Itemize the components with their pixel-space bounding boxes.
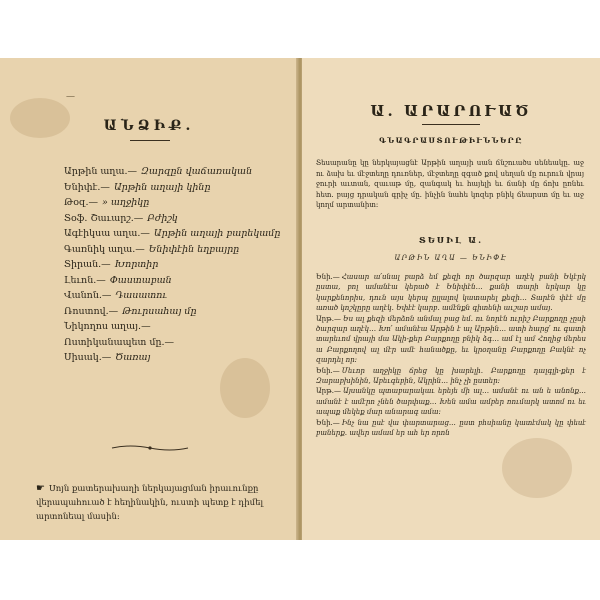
cast-row (64, 337, 274, 353)
page-mark: — (66, 92, 75, 102)
speaker: Ենի.— (316, 366, 340, 375)
cast-list (64, 166, 281, 368)
title-rule (130, 140, 170, 141)
stage-direction: Տեսարանը կը ներկայացնէ Արթին աղայի սան ճնշուածս սենեակը․ աջ ու ձախ եւ մէջտեղը դուռներ, մէջտեղը զգած քով սեղան մը ուրուն վրայ ջուրի աւտան, զաւաթ մը, զանգակ եւ հայելի եւ ճանի մը ճոխ ըռնեւ հետ․ բայց դրական գրիչ մը․ ինչին նահե կոզեր բնիկ ճեարստ մը եւ աջ կողմ արտանիտ։ (316, 159, 584, 210)
rights-note-text: Սոյն քատերախաղի ներկայացման իրաւունքը վերապահուած է հեղինակին, ուստի պետք է դիմել արտոնեալ մասին։ (36, 484, 264, 522)
speech: Մեւոր աղջիկը ճրեց կը խարելի․ Բարքողը դալգլի-քեր է Զարաբխինին, Աբեւգեբին, Ակրին․․․ ինչ չի ըստեր։ (316, 366, 586, 386)
book-spread (0, 58, 600, 540)
dialogue-line (316, 366, 586, 387)
cast-row (64, 213, 274, 229)
cast-row (64, 182, 274, 198)
cast-row (64, 290, 274, 306)
rights-note (36, 482, 272, 524)
cast-desc: Զարզըն վաճառական (141, 166, 253, 177)
cast-name: Տօֆ. Շաւարշ.— (64, 212, 144, 224)
cast-row (64, 244, 274, 260)
speaker: Ենի.— (316, 273, 340, 281)
cast-desc: Արթին աղայի բարեկամը (153, 228, 281, 239)
ornament-divider (110, 444, 190, 452)
left-page (0, 58, 298, 540)
cast-name: Ագէիկսա աղա.— (64, 228, 150, 239)
cast-desc: Փաստաբան (109, 274, 172, 286)
cast-desc: » աղջիկը (102, 197, 150, 208)
cast-row (64, 352, 274, 368)
cast-desc: Ենիփէին եղբայրը (148, 243, 240, 255)
cast-name: Գառնիկ աղա.— (64, 243, 145, 255)
speaker: Արթ.— (316, 387, 341, 396)
author-name: Ա. ԱՐԱՐՈՒԱԾ (370, 102, 532, 120)
cast-name: Թօզ.— (64, 197, 99, 208)
author-rule (422, 124, 480, 125)
speaker: Ենի.— (316, 418, 340, 427)
speaker: Արթ.— (316, 314, 341, 323)
cast-name: Վանոն.— (64, 290, 112, 301)
cast-row (64, 259, 274, 275)
cast-desc: Արթին աղայի կինը (113, 181, 211, 193)
right-page (302, 58, 600, 540)
dialogue-line (316, 418, 586, 439)
cast-row (64, 306, 274, 322)
cast-row (64, 228, 281, 244)
cast-desc: Թուրսահայ մը (122, 305, 197, 317)
dialogue-line (316, 314, 586, 366)
pointing-hand-icon: ☛ (36, 483, 45, 494)
speech: Հասար ա՛սնալ բարձ եմ քեզի որ ծարզար աղէկ բանի Եկէրկ ըստա, բոլ ամանէա կերած է Ենիփէն․․․ քանի տարի երկար կը կարքենորիս, դուն այս կերպ ըլլալով կատարել քեզի․․․ Տարէն փէէ մը առած կոշկըրը աղէկ. Եփէէ կարբ․ ամէնքն գիտենի աւշար ամայ․ (316, 273, 586, 313)
cast-name: Ոստիկանապետ մը.— (64, 336, 175, 348)
speech: Այսանկը պտաբարակաւ երեյե մի ալ․․․ ամանէ ու ան ե անոնք․․․ ամանէ է ամէրո չնեն ծարփաք․․․ Խեն ամա ամբեր ռումարկ ատոմ ու եւ ապաք մեկեք մար անարագ ամա։ (316, 387, 586, 417)
cast-row (64, 321, 274, 337)
dialogue-line (316, 386, 586, 417)
speech: Ես ալ քեզի մերձոն անմալ բաց եմ. ու նորէն ուրիշ Բարքողը չըսի ծարզար աղէկ․․․ Խո՛ ամանէա Արթին է ալ Արթին․․․ ատի հարց՛ ու գատի տարեւոմ վրայի մա Ակի-քեր Բարքողը բնիկ ձգ․․․ ամ էլ ամ Հողից մերես ա Բարքողով ալ մէր ամէ հանածքը, եւ կրօղանը Բարքողը Բակնէ ոչ զարդել որ։ (316, 314, 586, 365)
cast-name: Արթին աղա.— (64, 166, 137, 177)
scene-title: ՏԵՍԻԼ Ա. (418, 236, 484, 246)
speech: Ինչ նա ըսէ վա փարտարաց․․․ ըստ բհսիանը կատէմակ կը փեսէ բաներք․ ավեր ամամ եր ահ եր որոն (316, 418, 586, 438)
cast-row (64, 166, 274, 182)
cast-list-title: ԱՆՁԻՔ. (103, 118, 195, 134)
section-heading: ԳՆԱԳՐԱՍՏՈՒԹԻՒՆՆԵՐԸ (379, 136, 523, 145)
scene-characters: ԱՐԹԻՆ ԱՂԱ — ԵՆԻՓԷ (394, 254, 508, 262)
dialogue (316, 272, 586, 439)
cast-desc: Ծառայ (115, 352, 151, 363)
cast-desc: Խորտիր (114, 259, 159, 270)
cast-name: Ռոստով.— (64, 305, 119, 317)
cast-name: Լեւոն.— (64, 274, 106, 286)
cast-desc: Բժիշկ (147, 212, 178, 224)
cast-name: Սիսակ.— (64, 352, 112, 363)
cast-name: Նիկողոս աղայ.— (64, 321, 151, 332)
cast-name: Տիրան.— (64, 259, 111, 270)
cast-name: Ենիփէ.— (64, 181, 110, 193)
cast-row (64, 197, 274, 213)
dialogue-line (316, 272, 586, 314)
cast-desc: Դասատու (115, 290, 168, 301)
cast-row (64, 275, 274, 291)
